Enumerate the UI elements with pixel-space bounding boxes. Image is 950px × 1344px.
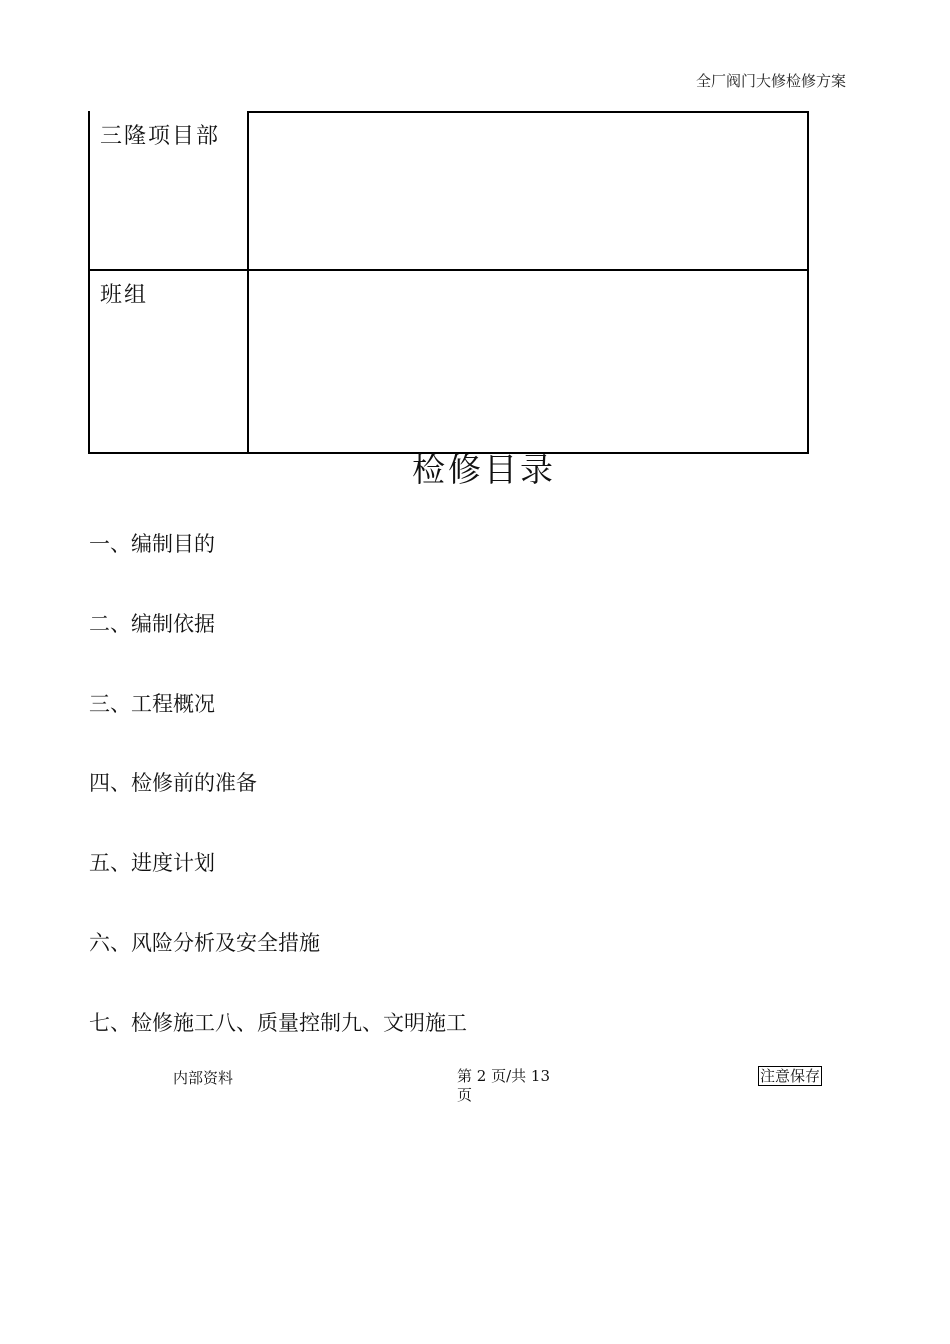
footer-internal-label: 内部资料 bbox=[173, 1069, 234, 1087]
table-column-divider bbox=[247, 111, 249, 454]
toc-item: 五、进度计划 bbox=[89, 851, 215, 875]
toc-item: 二、编制依据 bbox=[89, 612, 215, 636]
table-right-border bbox=[807, 111, 809, 454]
toc-item: 四、检修前的准备 bbox=[89, 771, 257, 795]
sign-off-table bbox=[88, 111, 810, 454]
footer-keep-notice: 注意保存 bbox=[760, 1067, 821, 1085]
toc-item: 一、编制目的 bbox=[89, 532, 215, 556]
toc-title: 检修目录 bbox=[412, 450, 556, 489]
footer-page-line1: 第 2 页/共 13 bbox=[457, 1067, 550, 1085]
toc-item: 七、检修施工八、质量控制九、文明施工 bbox=[89, 1011, 467, 1035]
table-row-label-project-dept: 三隆项目部 bbox=[100, 124, 221, 149]
toc-item: 六、风险分析及安全措施 bbox=[89, 931, 320, 955]
toc-item: 三、工程概况 bbox=[89, 692, 215, 716]
table-top-border bbox=[247, 111, 809, 113]
footer-page-number bbox=[457, 1067, 557, 1105]
footer-page-line2: 页 bbox=[457, 1086, 473, 1104]
table-row-label-team: 班组 bbox=[100, 283, 149, 308]
table-left-border bbox=[88, 111, 90, 454]
table-row-divider bbox=[88, 269, 809, 271]
document-header-title: 全厂阀门大修检修方案 bbox=[695, 72, 846, 90]
